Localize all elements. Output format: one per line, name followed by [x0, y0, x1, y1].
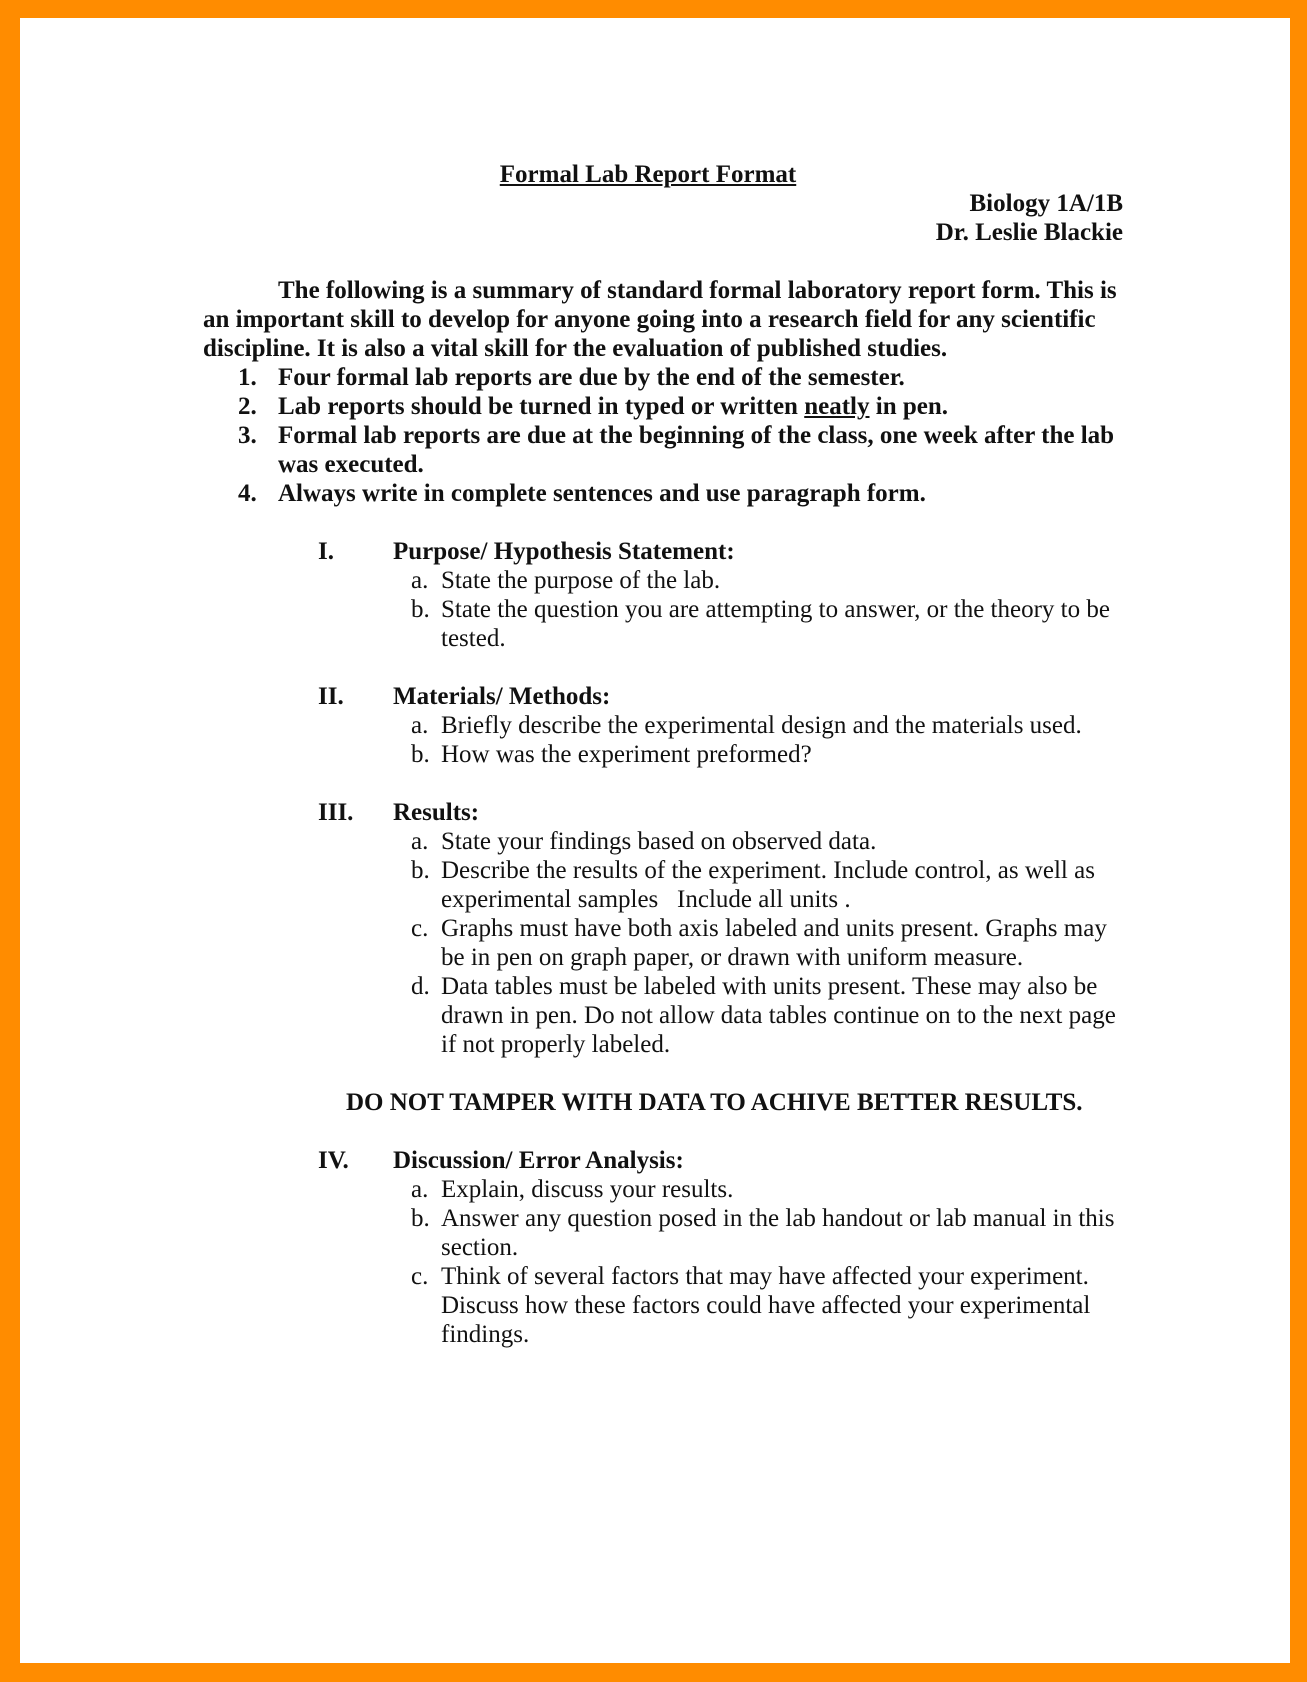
rule-item — [203, 479, 1123, 508]
list-item — [203, 566, 1123, 595]
rule-number: 3. — [238, 422, 257, 449]
item-letter: b. — [411, 1205, 430, 1232]
rule-text: Four formal lab reports are due by the end of the semester. — [278, 364, 905, 391]
item-text: How was the experiment preformed? — [441, 741, 812, 768]
item-text: Describe the results of the experiment. Include control, as well as experimental samples Include all units . — [441, 857, 1102, 913]
rule-text: Formal lab reports are due at the beginning of the class, one week after the lab was executed. — [278, 422, 1115, 478]
rule-number: 4. — [238, 480, 257, 507]
list-item — [203, 1175, 1123, 1204]
rule-text-emphasis: neatly — [804, 393, 870, 420]
item-text: Answer any question posed in the lab handout or lab manual in this section. — [441, 1205, 1115, 1261]
section-numeral: III. — [318, 799, 354, 826]
section-items — [203, 1175, 1123, 1349]
section-numeral: II. — [318, 683, 344, 710]
item-letter: c. — [411, 1263, 429, 1290]
item-letter: a. — [411, 1176, 429, 1203]
section-numeral: IV. — [318, 1147, 349, 1174]
rule-text: Always write in complete sentences and use paragraph form. — [278, 480, 926, 507]
item-text: State your findings based on observed data. — [441, 828, 877, 855]
rule-number: 1. — [238, 364, 257, 391]
rule-text-pre: Lab reports should be turned in typed or written — [278, 393, 805, 420]
list-item — [203, 914, 1123, 972]
rule-item — [203, 363, 1123, 392]
rule-text-post: in pen. — [869, 393, 949, 420]
section-items — [203, 566, 1123, 653]
item-letter: b. — [411, 857, 430, 884]
item-letter: b. — [411, 596, 430, 623]
item-text: State the question you are attempting to answer, or the theory to be tested. — [441, 596, 1110, 652]
section-numeral: I. — [318, 538, 334, 565]
section-heading: Purpose/ Hypothesis Statement: — [393, 538, 735, 565]
document-title: Formal Lab Report Format — [499, 161, 797, 188]
item-letter: a. — [411, 712, 429, 739]
list-item — [203, 1204, 1123, 1262]
list-item — [203, 972, 1123, 1059]
section-results — [203, 798, 1123, 1059]
instructor-name: Dr. Leslie Blackie — [935, 219, 1123, 246]
item-letter: a. — [411, 567, 429, 594]
item-letter: b. — [411, 741, 430, 768]
document-page — [20, 18, 1290, 1663]
rules-list — [203, 363, 1123, 508]
list-item — [203, 740, 1123, 769]
item-text: Data tables must be labeled with units present. These may also be drawn in pen. Do not allow data tables continue on to the next page if not properly labeled. — [441, 973, 1116, 1058]
course-name: Biology 1A/1B — [969, 190, 1123, 217]
section-heading: Materials/ Methods: — [393, 683, 611, 710]
list-item — [203, 827, 1123, 856]
warning-notice: DO NOT TAMPER WITH DATA TO ACHIVE BETTER RESULTS. — [346, 1089, 1083, 1116]
section-discussion — [203, 1146, 1123, 1349]
section-items — [203, 827, 1123, 1059]
item-letter: c. — [411, 915, 429, 942]
list-item — [203, 1262, 1123, 1349]
document-body — [203, 160, 1123, 1349]
list-item — [203, 856, 1123, 914]
item-letter: d. — [411, 973, 430, 1000]
section-items — [203, 711, 1123, 769]
section-materials — [203, 682, 1123, 769]
item-text: Think of several factors that may have affected your experiment. Discuss how these factors could have affected your experimental findings. — [441, 1263, 1091, 1348]
section-heading: Discussion/ Error Analysis: — [393, 1147, 684, 1174]
rule-item — [203, 421, 1123, 479]
list-item — [203, 711, 1123, 740]
intro-paragraph: The following is a summary of standard formal laboratory report form. This is an important skill to develop for anyone going into a research field for any scientific discipline. It is also a vital skill for the evaluation of published studies. — [203, 277, 1117, 362]
list-item — [203, 595, 1123, 653]
item-text: Briefly describe the experimental design and the materials used. — [441, 712, 1082, 739]
section-heading: Results: — [393, 799, 480, 826]
rule-number: 2. — [238, 393, 257, 420]
item-text: Graphs must have both axis labeled and units present. Graphs may be in pen on graph paper, or drawn with uniform measure. — [441, 915, 1107, 971]
rule-text — [278, 392, 1123, 421]
item-text: State the purpose of the lab. — [441, 567, 721, 594]
section-purpose — [203, 537, 1123, 653]
item-text: Explain, discuss your results. — [441, 1176, 734, 1203]
rule-item — [203, 392, 1123, 421]
item-letter: a. — [411, 828, 429, 855]
